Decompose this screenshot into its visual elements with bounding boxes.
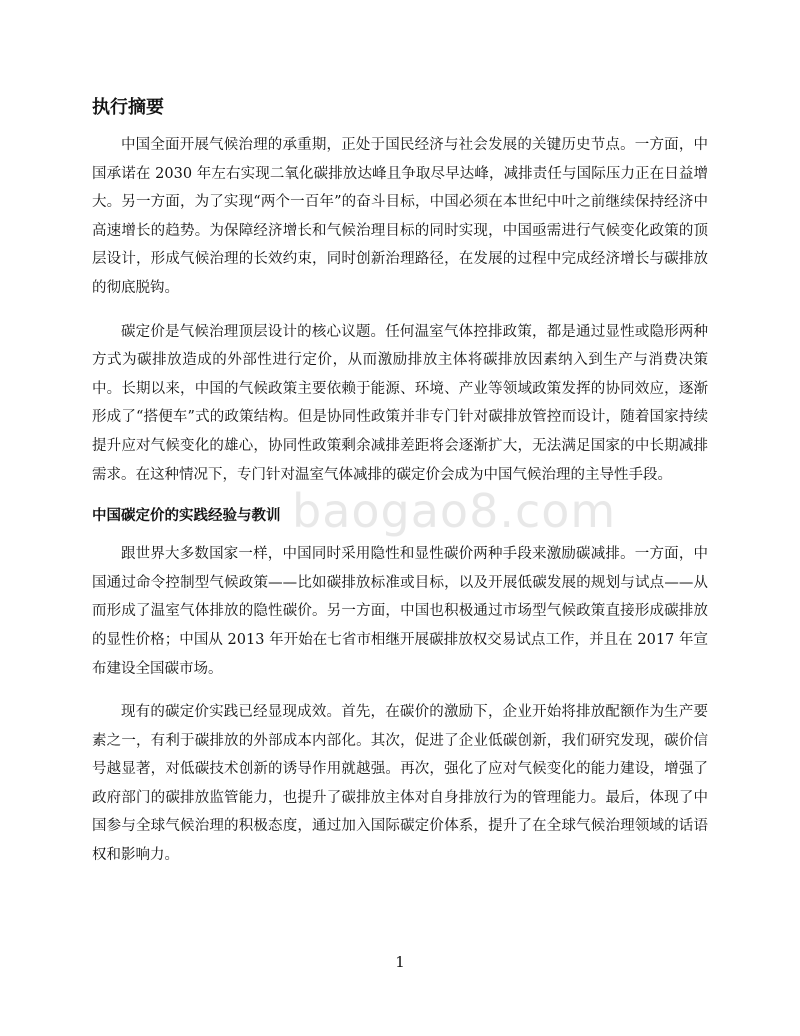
section-paragraph-1: 跟世界大多数国家一样，中国同时采用隐性和显性碳价两种手段来激励碳减排。一方面，中国通过命令控制型气候政策——比如碳排放标准或目标，以及开展低碳发展的规划与试点——从而形成了温室气体排放的隐性碳价。另一方面，中国也积极通过市场型气候政策直接形成碳排放的显性价格；中国从 2013 年开始在七省市相继开展碳排放权交易试点工作，并且在 2017 年宣布建设全国碳市场。 bbox=[92, 546, 708, 677]
page-number: 1 bbox=[395, 953, 405, 971]
document-body bbox=[92, 94, 708, 870]
watermark: baogao8.com bbox=[292, 484, 617, 538]
section-heading: 中国碳定价的实践经验与教训 bbox=[92, 508, 281, 525]
summary-paragraph-2: 碳定价是气候治理顶层设计的核心议题。任何温室气体控排政策，都是通过显性或隐形两种方式为碳排放造成的外部性进行定价，从而激励排放主体将碳排放因素纳入到生产与消费决策中。长期以来，中国的气候政策主要依赖于能源、环境、产业等领域政策发挥的协同效应，逐渐形成了“搭便车”式的政策结构。但是协同性政策并非专门针对碳排放管控而设计，随着国家持续提升应对气候变化的雄心，协同性政策剩余减排差距将会逐渐扩大，无法满足国家的中长期减排需求。在这种情况下，专门针对温室气体减排的碳定价会成为中国气候治理的主导性手段。 bbox=[92, 323, 708, 483]
section-paragraph-2: 现有的碳定价实践已经显现成效。首先，在碳价的激励下，企业开始将排放配额作为生产要素之一，有利于碳排放的外部成本内部化。其次，促进了企业低碳创新，我们研究发现，碳价信号越显著，对低碳技术创新的诱导作用就越强。再次，强化了应对气候变化的能力建设，增强了政府部门的碳排放监管能力，也提升了碳排放主体对自身排放行为的管理能力。最后，体现了中国参与全球气候治理的积极态度，通过加入国际碳定价体系，提升了在全球气候治理领域的话语权和影响力。 bbox=[92, 704, 708, 864]
executive-summary-heading: 执行摘要 bbox=[92, 97, 164, 118]
summary-paragraph-1: 中国全面开展气候治理的承重期，正处于国民经济与社会发展的关键历史节点。一方面，中国承诺在 2030 年左右实现二氧化碳排放达峰且争取尽早达峰，减排责任与国际压力正在日益增大。另一方面，为了实现“两个一百年”的奋斗目标，中国必须在本世纪中叶之前继续保持经济中高速增长的趋势。为保障经济增长和气候治理目标的同时实现，中国亟需进行气候变化政策的顶层设计，形成气候治理的长效约束，同时创新治理路径，在发展的过程中完成经济增长与碳排放的彻底脱钩。 bbox=[92, 137, 708, 296]
